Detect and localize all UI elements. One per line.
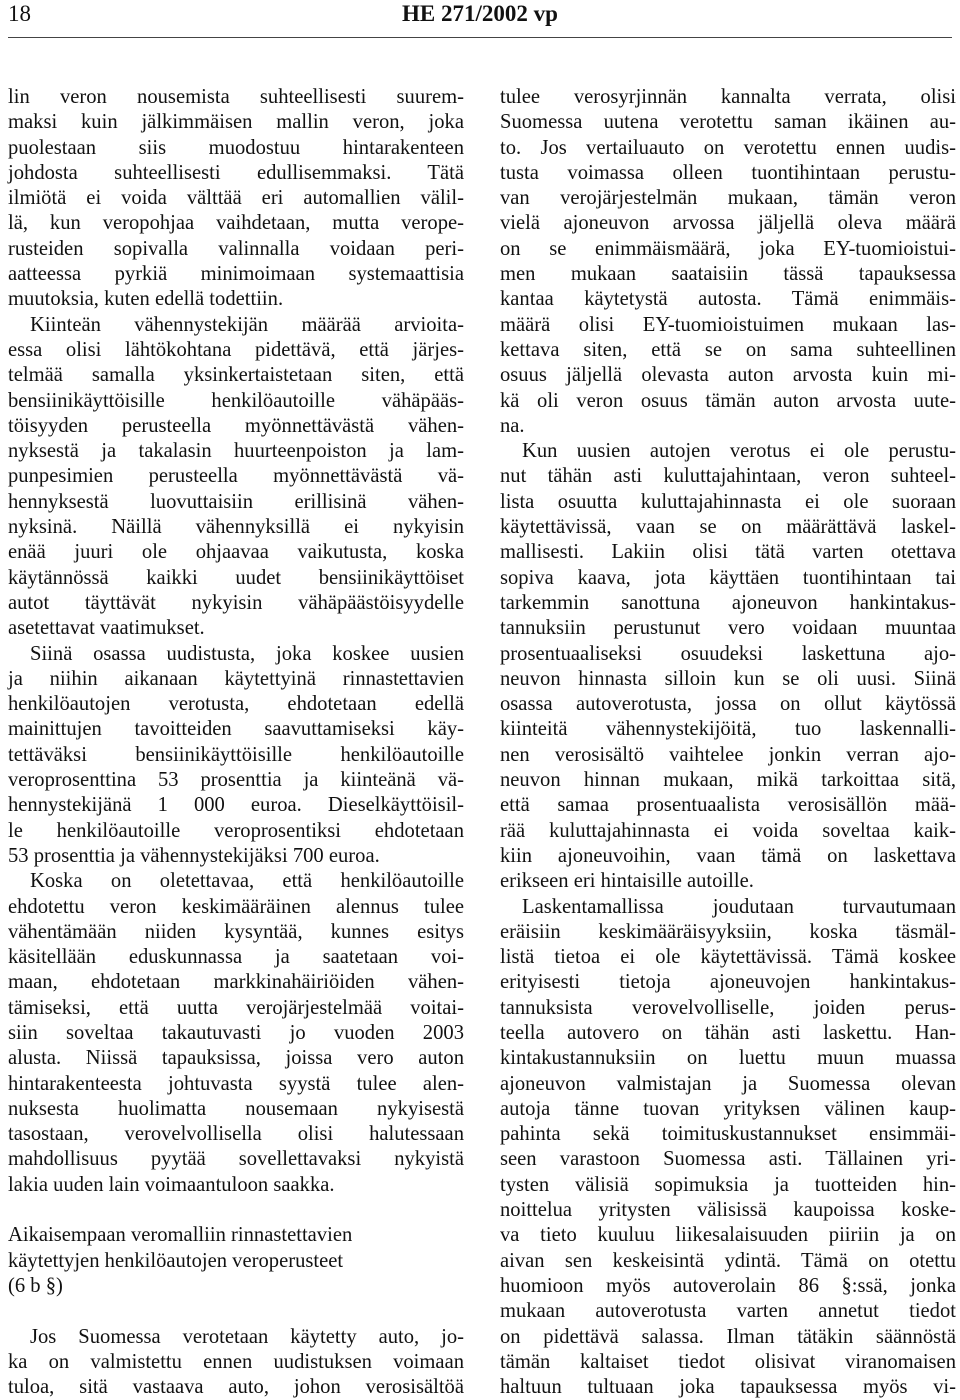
text-line: johdosta suhteellisesti edullisemmaksi. Tätä: [8, 161, 464, 184]
text-line: tettäväksi bensiinikäyttöisille henkilöautoille: [8, 743, 464, 766]
text-line: tannuksiin perustunut vero voidaan muuntaa: [500, 617, 956, 640]
text-line: määrä olisi EY-tuomioistuimen mukaan las-: [500, 313, 956, 336]
text-line: osassa autoverotusta, jossa on ollut käytössä: [500, 693, 956, 716]
text-line: Jos Suomessa verotetaan käytetty auto, jo-: [30, 1325, 464, 1348]
paragraph-gap: [8, 1198, 464, 1223]
text-line: Laskentamallissa joudutaan turvautumaan: [522, 895, 956, 918]
text-line: osuus jäljellä olevasta auton arvosta kuin mi-: [500, 364, 956, 387]
text-line: asetettavat vaatimukset.: [8, 617, 205, 640]
text-line: maan, ehdotetaan markkinahäiriöiden vähen-: [8, 971, 464, 994]
text-line: kiinteitä vähennystekijöitä, tuo laskennalli-: [500, 718, 956, 741]
text-line: kä oli veron osuus tämän auton arvosta uute-: [500, 389, 956, 412]
text-line: tannuksista verovelvolliselle, joiden perus-: [500, 996, 956, 1019]
text-line: tuloa, sitä vastaava auto, johon verosisältöä: [8, 1376, 464, 1399]
text-line: mainittujen tavoitteiden saavuttamiseksi käy-: [8, 718, 464, 741]
text-line: mukaan autoverotusta varten annetut tiedot: [500, 1300, 956, 1323]
text-line: le henkilöautoille veroprosentiksi ehdotetaan: [8, 819, 464, 842]
text-line: Koska on oletettavaa, että henkilöautoille: [30, 870, 464, 893]
text-line: käsitellään eduskunnassa ja saatetaan voi-: [8, 946, 464, 969]
text-line: tulee verosyrjinnän kannalta verrata, olisi: [500, 86, 956, 108]
text-line: hintarakenteesta johtuvasta syystä tulee alen-: [8, 1072, 464, 1095]
text-line: kintakustannuksiin on luettu muun muassa: [500, 1047, 956, 1070]
text-line: kantaa käytetystä autosta. Tämä enimmäis-: [500, 288, 956, 311]
text-line: henkilöautojen verotusta, ehdotetaan edellä: [8, 693, 464, 716]
page-header: [0, 0, 960, 30]
text-line: Kiinteän vähennystekijän määrää arvioita-: [30, 313, 464, 336]
text-line: nen verosisältö vaihtelee jonkin verran ajo-: [500, 743, 956, 766]
text-line: ilmiötä ei voida välttää eri automallien välil-: [8, 187, 464, 210]
text-line: nyksinä. Näillä vähennyksillä ei nykyisin: [8, 516, 464, 539]
text-line: kiin ajoneuvoihin, vaan tämä on laskettava: [500, 844, 956, 867]
text-line: to. Jos vertailuauto on verotettu ennen uudis-: [500, 136, 956, 159]
text-line: autoja tänne tuovan yrityksen välinen kaup-: [500, 1097, 956, 1120]
text-line: mallisesti. Lakiin olisi tätä varten otettava: [500, 541, 956, 564]
text-line: men mukaan saataisiin tässä tapauksessa: [500, 263, 956, 286]
text-line: käytännössä kaikki uudet bensiinikäyttöiset: [8, 566, 464, 589]
text-line: tasostaan, verovelvollisella olisi halutessaan: [8, 1123, 464, 1146]
text-line: hennyksestä luovuttaisiin erillisinä vähen-: [8, 490, 464, 513]
text-line: neuvon hinnan mukaan, mikä tarkoittaa sitä,: [500, 769, 956, 792]
text-line: Suomessa uutena verotettu saman ikäinen au-: [500, 111, 956, 134]
text-line: sopiva kaava, jota käyttäen tuontihintaan tai: [500, 566, 956, 589]
text-line: Siinä osassa uudistusta, joka koskee uusien: [30, 642, 464, 665]
text-line: prosentuaaliseksi osuudeksi laskettuna ajo-: [500, 642, 956, 665]
text-line: autot täyttävät nykyisin vähäpäästöisyydelle: [8, 591, 464, 614]
text-line: Aikaisempaan veromalliin rinnastettavien: [8, 1224, 353, 1247]
text-line: seen varastoon Suomessa asti. Tällainen yri-: [500, 1148, 956, 1171]
text-line: tarkemmin sanottuna ajoneuvon hankintakus-: [500, 591, 956, 614]
text-line: noittelua yritysten välisissä kaupoissa koske-: [500, 1199, 956, 1222]
text-line: eräisiin keskimääräisyyksiin, koska täsmäl-: [500, 920, 956, 943]
text-line: on se enimmäismäärä, joka EY-tuomioistui-: [500, 237, 956, 260]
text-line: nuksesta huolimatta nousemaan nykyisestä: [8, 1097, 464, 1120]
text-line: enää juuri ole ohjaavaa vaikutusta, koska: [8, 541, 464, 564]
text-line: puolestaan siis muodostuu hintarakenteen: [8, 136, 464, 159]
text-line: lin veron nousemista suhteellisesti suurem-: [8, 86, 464, 108]
text-line: muutoksia, kuten edellä todettiin.: [8, 288, 284, 311]
text-line: vielä ajoneuvon arvossa jäljellä oleva määrä: [500, 212, 956, 235]
text-line: rää kuluttajahinnasta ei voida soveltaa kaik-: [500, 819, 956, 842]
page-number: 18: [8, 1, 31, 26]
text-line: teella autovero on tähän asti laskettu. Han-: [500, 1021, 956, 1044]
text-line: käytettävissä, vaan se on määrättävä laskel-: [500, 516, 956, 539]
text-line: 53 prosenttia ja vähennystekijäksi 700 euroa.: [8, 844, 380, 867]
text-line: aatteessa pyrkiä minimoimaan systemaattisia: [8, 263, 464, 286]
text-line: erityisesti tietoja ajoneuvojen hankintakus-: [500, 971, 956, 994]
text-line: ka on valmistettu ennen uudistuksen voimaan: [8, 1350, 464, 1373]
text-line: (6 b §): [8, 1274, 63, 1297]
text-line: na.: [500, 414, 525, 437]
header-rule: [8, 37, 952, 38]
document-id: HE 271/2002 vp: [402, 1, 558, 26]
text-line: listä tietoa ei ole käytettävissä. Tämä koskee: [500, 946, 956, 969]
text-line: neuvon hinnasta silloin kun se oli uusi. Siinä: [500, 667, 956, 690]
text-line: ajoneuvon valmistajan ja Suomessa olevan: [500, 1072, 956, 1095]
text-line: tämiseksi, että uutta verojärjestelmää voitai-: [8, 996, 464, 1019]
text-line: veroprosenttina 53 prosenttia ja kiinteänä vä-: [8, 769, 464, 792]
text-line: telmää samalla yksinkertaistetaan siten, että: [8, 364, 464, 387]
left-text-column: [8, 85, 464, 1400]
text-line: aivan sen keskeisintä ydintä. Tämä on otettu: [500, 1249, 956, 1272]
text-line: va tieto kuuluu liikesalaisuuden piiriin ja on: [500, 1224, 956, 1247]
text-line: että samaa prosentuaalista verosisällön mää-: [500, 794, 956, 817]
text-line: nut tähän asti kuluttajahintaan, veron suhteel-: [500, 465, 956, 488]
text-line: bensiinikäyttöisille henkilöautoille vähäpääs-: [8, 389, 464, 412]
text-line: tusta voimassa olleen tuontihintaan perustu-: [500, 161, 956, 184]
text-line: mahdollisuus pyytää sovellettavaksi nykyistä: [8, 1148, 464, 1171]
text-line: käytettyjen henkilöautojen veroperusteet: [8, 1249, 344, 1272]
text-line: vähentämään niiden kysyntää, kunnes esitys: [8, 920, 464, 943]
text-line: tämän kaltaiset tiedot olisivat viranomaisen: [500, 1350, 956, 1373]
text-line: hennystekijänä 1 000 euroa. Dieselkäyttöisil-: [8, 794, 464, 817]
text-line: pahinta sekä toimituskustannukset ensimmäi-: [500, 1123, 956, 1146]
text-line: rusteiden sopivalla valinnalla voidaan peri-: [8, 237, 464, 260]
right-text-column: [500, 85, 956, 1400]
text-line: huomioon myös autoverolain 86 §:ssä, jonka: [500, 1274, 956, 1297]
text-line: töisyyden perusteella myönnettävästä vähen-: [8, 414, 464, 437]
text-line: punpesimien perusteella myönnettävästä vä-: [8, 465, 464, 488]
text-line: essa olisi lähtökohtana pidettävä, että järjes-: [8, 338, 464, 361]
text-line: lä, kun veropohjaa vaihdetaan, mutta verope-: [8, 212, 464, 235]
text-line: siin soveltaa takautuvasti jo vuoden 2003: [8, 1021, 464, 1044]
text-line: tysten välisiä sopimuksia ja tuotteiden hin-: [500, 1173, 956, 1196]
text-line: nyksestä ja takalasin huurteenpoiston ja lam-: [8, 440, 464, 463]
text-line: kettava siten, että se on sama suhteellinen: [500, 338, 956, 361]
text-line: lakia uuden lain voimaantuloon saakka.: [8, 1173, 335, 1196]
paragraph-gap: [8, 1299, 464, 1324]
text-line: maksi kuin jälkimmäisen mallin veron, joka: [8, 111, 464, 134]
text-line: on pidettävä salassa. Ilman tätäkin säännöstä: [500, 1325, 956, 1348]
text-line: ja niihin aikanaan käytettyinä rinnastettavien: [8, 667, 464, 690]
text-line: erikseen eri hintaisille autoille.: [500, 870, 754, 893]
text-line: van verojärjestelmän mukaan, tämän veron: [500, 187, 956, 210]
text-line: alusta. Niissä tapauksissa, joissa vero auton: [8, 1047, 464, 1070]
text-line: haltuun tultuaan joka tapauksessa myös vi-: [500, 1376, 956, 1399]
text-line: Kun uusien autojen verotus ei ole perustu-: [522, 440, 956, 463]
text-line: lista osuutta kuluttajahinnasta ei ole suoraan: [500, 490, 956, 513]
text-line: ehdotettu veron keskimääräinen alennus tulee: [8, 895, 464, 918]
